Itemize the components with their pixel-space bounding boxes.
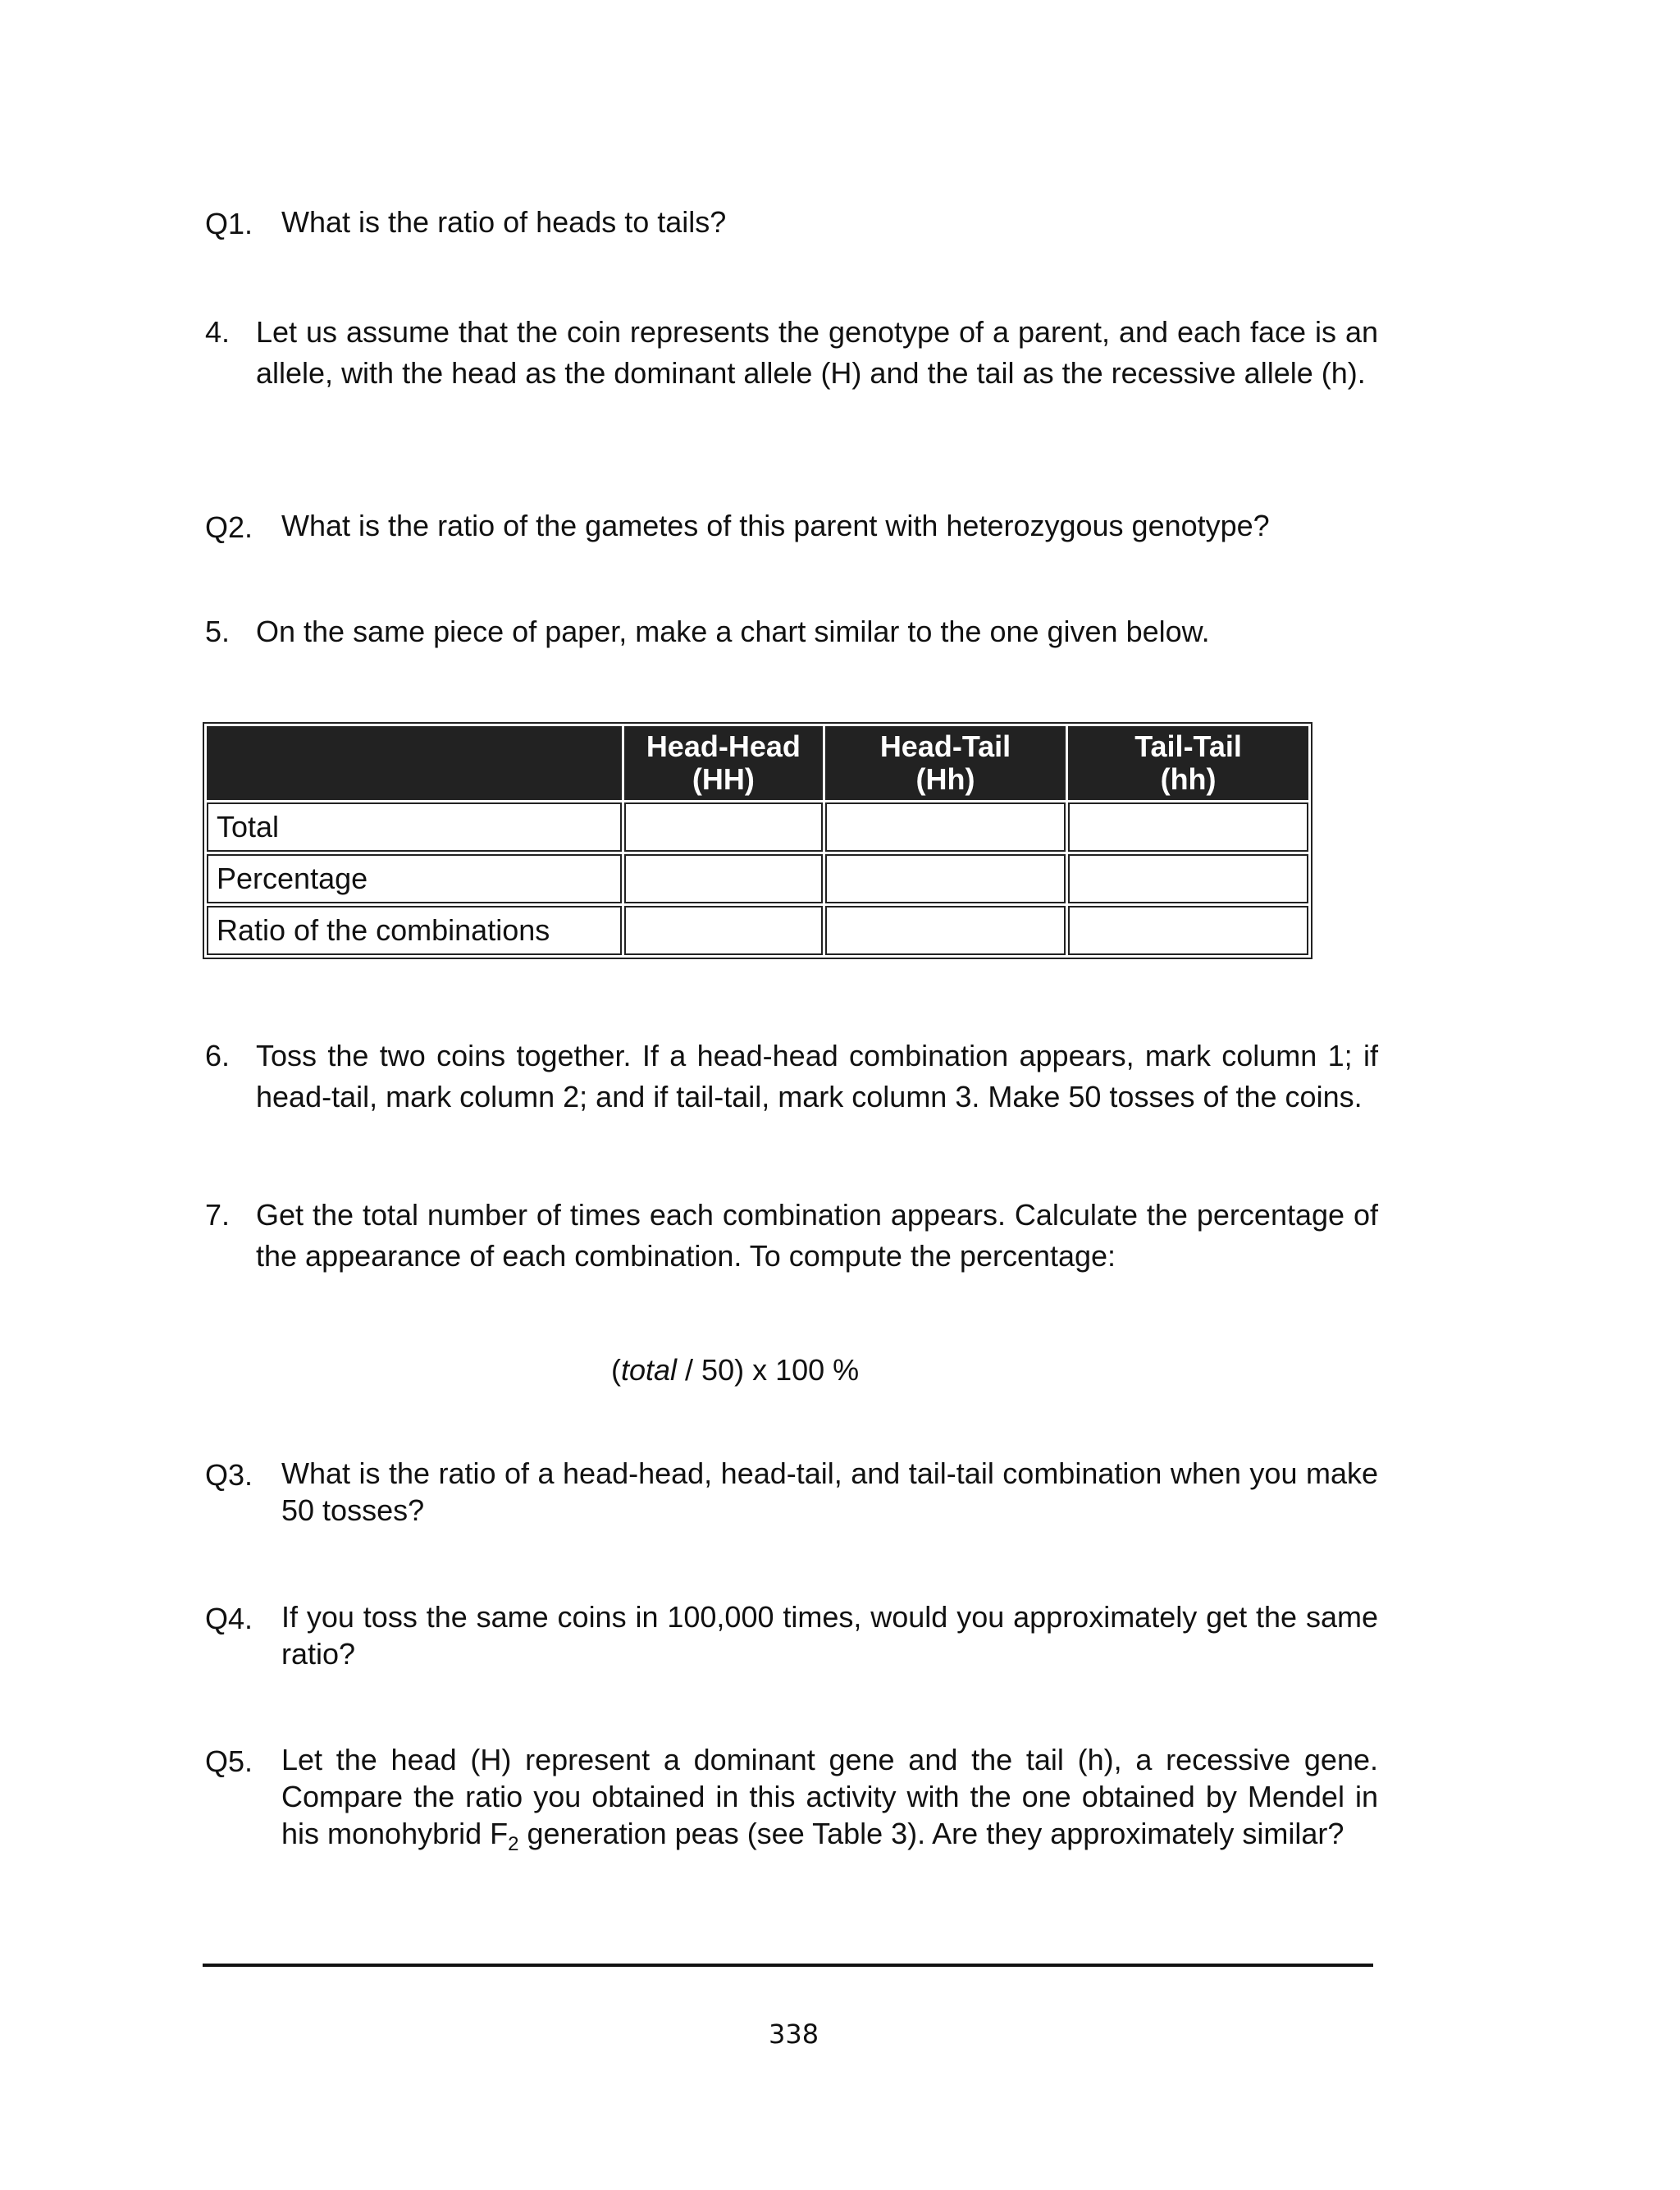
question-label: Q2. (205, 510, 253, 544)
question-text: What is the ratio of the gametes of this parent with heterozygous genotype? (281, 509, 1270, 542)
header-line: Head-Tail (879, 729, 1011, 763)
table-row (207, 906, 1308, 955)
header-line: Tail-Tail (1134, 729, 1242, 763)
question-text: What is the ratio of a head-head, head-tail, and tail-tail combination when you make 50 tosses? (281, 1456, 1378, 1527)
question-text: If you toss the same coins in 100,000 times, would you approximately get the same ratio? (281, 1600, 1378, 1671)
header-line: Head-Head (646, 729, 801, 763)
subscript: 2 (508, 1833, 519, 1856)
step-text: On the same piece of paper, make a chart similar to the one given below. (256, 615, 1210, 648)
table-row (207, 802, 1308, 852)
footer-divider (203, 1964, 1373, 1967)
step-text: Get the total number of times each combination appears. Calculate the percentage of the appearance of each combination. To compute the percentage: (256, 1198, 1378, 1273)
question-label: Q1. (205, 207, 253, 240)
table-cell (825, 906, 1066, 955)
table-cell (1068, 802, 1308, 852)
step-text: Let us assume that the coin represents the genotype of a parent, and each face is an allele, with the head as the dominant allele (H) and the tail as the recessive allele (h). (256, 315, 1378, 390)
table-cell (825, 854, 1066, 903)
step-label: 7. (205, 1198, 231, 1232)
table-cell (1068, 854, 1308, 903)
question-label: Q5. (205, 1744, 253, 1778)
header-head-head (624, 726, 823, 800)
question-label: Q4. (205, 1602, 253, 1635)
formula-italic: total (621, 1353, 678, 1387)
step-label: 4. (205, 315, 231, 349)
chart-header-row (207, 726, 1308, 800)
step-label: 6. (205, 1039, 231, 1072)
header-head-tail (825, 726, 1066, 800)
table-row (207, 854, 1308, 903)
question-text-part: generation peas (see Table 3). Are they approximately similar? (518, 1817, 1344, 1850)
table-cell (825, 802, 1066, 852)
question-text (281, 1741, 1378, 1856)
header-line: (hh) (1160, 762, 1217, 796)
header-tail-tail (1068, 726, 1308, 800)
row-label-total: Total (207, 802, 622, 852)
combination-chart (203, 722, 1312, 959)
question-label: Q3. (205, 1458, 253, 1492)
step-label: 5. (205, 615, 231, 648)
table-cell (1068, 906, 1308, 955)
formula-part: ( (611, 1353, 621, 1387)
chart-corner-cell (207, 726, 622, 800)
question-text: What is the ratio of heads to tails? (281, 205, 727, 239)
row-label-ratio: Ratio of the combinations (207, 906, 622, 955)
table-cell (624, 906, 823, 955)
table-cell (624, 802, 823, 852)
question-text-part: Let the head (H) represent a dominant gene and the tail (h), a recessive gene. Compare the ratio you obtained in this activity with the one obtained by Mendel in his monohybrid F (281, 1743, 1378, 1850)
step-text: Toss the two coins together. If a head-head combination appears, mark column 1; if head-tail, mark column 2; and if tail-tail, mark column 3. Make 50 tosses of the coins. (256, 1039, 1378, 1113)
header-line: (Hh) (915, 762, 975, 796)
page-number-text: 338 (769, 2019, 819, 2050)
header-line: (HH) (692, 762, 755, 796)
row-label-percentage: Percentage (207, 854, 622, 903)
formula-part: / 50) x 100 % (677, 1353, 860, 1387)
table-cell (624, 854, 823, 903)
